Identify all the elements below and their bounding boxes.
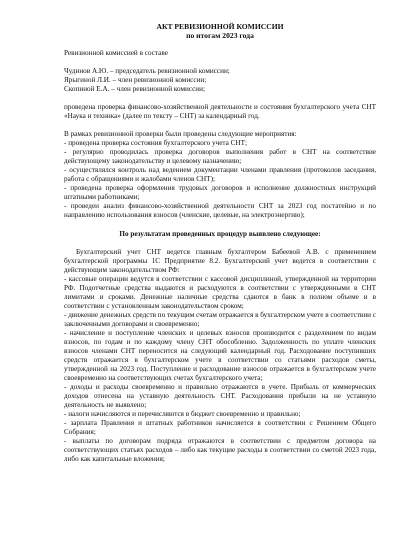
document-title: АКТ РЕВИЗИОННОЙ КОМИССИИ bbox=[156, 22, 284, 31]
measure-item: - проведена проверка состояния бухгалтерского учета СНТ; bbox=[64, 139, 247, 147]
member-skopina: Скопиной Е.А. – член ревизионной комиссии; bbox=[64, 85, 205, 93]
results-section bbox=[64, 248, 376, 464]
measure-item: - осуществлялся контроль над ведением документации членами правления (протоколов заседания, работа с обращениями и жалобами членов СНТ); bbox=[64, 166, 376, 183]
result-item: - зарплата Правления и штатных работников начисляется в соответствии с Решением Общего Собрания; bbox=[64, 419, 376, 436]
check-paragraph: проведена проверка финансово-хозяйственной деятельности и состояния бухгалтерского учета СНТ «Наука и техника» (далее по тексту – СНТ) за календарный год. bbox=[64, 103, 376, 120]
results-heading: По результатам проведенных процедур выявлено следующее: bbox=[119, 230, 321, 238]
result-item: - кассовые операции ведутся в соответствии с кассовой дисциплиной, утвержденной на территории РФ. Подотчетные средства выдаются и расходуются в соответствии с утвержденными в СНТ лимитами и сроками. Денежные наличные средства сдаются в банк в полном объеме и в соответствии с установленным законодательством сроком; bbox=[64, 275, 376, 310]
result-item: - налоги начисляются и перечисляются в бюджет своевременно и правильно; bbox=[64, 410, 301, 418]
commission-members bbox=[64, 67, 376, 94]
measures-section bbox=[64, 130, 376, 220]
measure-item: - проведена проверка оформления трудовых договоров и исполнение должностных инструкций штатными работниками; bbox=[64, 184, 376, 201]
measure-item: - регулярно проводилась проверка договоров выполнения работ в СНТ на соответствие действующему законодательству и целевому назначению; bbox=[64, 148, 376, 165]
result-item: - доходы и расходы своевременно и правильно отражаются в учете. Прибыль от коммерческих доходов отнесена на уставную деятельность СНТ. Расходования прибыли на не уставную деятельность не выявлено; bbox=[64, 383, 376, 409]
document-subtitle: по итогам 2023 года bbox=[186, 31, 254, 40]
measures-intro: В рамках ревизионной проверки были проведены следующие мероприятия: bbox=[64, 130, 297, 138]
result-item: - выплаты по договорам подряда отражаются в соответствии с предметом договора на соответствующих статьях расходов – либо как текущие расходы в соответствии со сметой 2023 года, либо как капитальные вложения; bbox=[64, 437, 376, 463]
result-item: Бухгалтерский учет СНТ ведется главным бухгалтером Бабеевой А.В. с применением бухгалтерской программы 1С Предприятие 8.2. Бухгалтерский учет ведется в соответствии с действующим законодательством РФ: bbox=[64, 248, 376, 274]
measure-item: - проведен анализ финансово-хозяйственной деятельности СНТ за 2023 год постатейно и по направлению использования взносов (членские, целевые, на электроэнергию); bbox=[64, 202, 376, 219]
member-yarygina: Ярыгиной Л.И. – член ревизионной комиссии; bbox=[64, 76, 207, 84]
commission-intro: Ревизионной комиссией в составе bbox=[64, 49, 168, 57]
member-chairman: Чудинов А.Ю. – председатель ревизионной комиссии; bbox=[64, 67, 230, 75]
result-item: - движение денежных средств по текущим счетам отражается в бухгалтерском учете в соответствии с заключенными договорами и своевременно; bbox=[64, 311, 376, 328]
result-item: - начисление и поступление членских и целевых взносов производится с разделением по видам взносов, по годам и по каждому члену СНТ обособленно. Задолженность по уплате членских взносов членами СНТ переносится на следующий календарный год. Расходование поступивших средств отражается в бухгалтерском учете в соответствии со статьями расходов сметы, утвержденной на 2023 год. Поступление и расходование взносов отражается в бухгалтерском учете своевременно на соответствующих счетах бухгалтерского учета; bbox=[64, 329, 376, 382]
